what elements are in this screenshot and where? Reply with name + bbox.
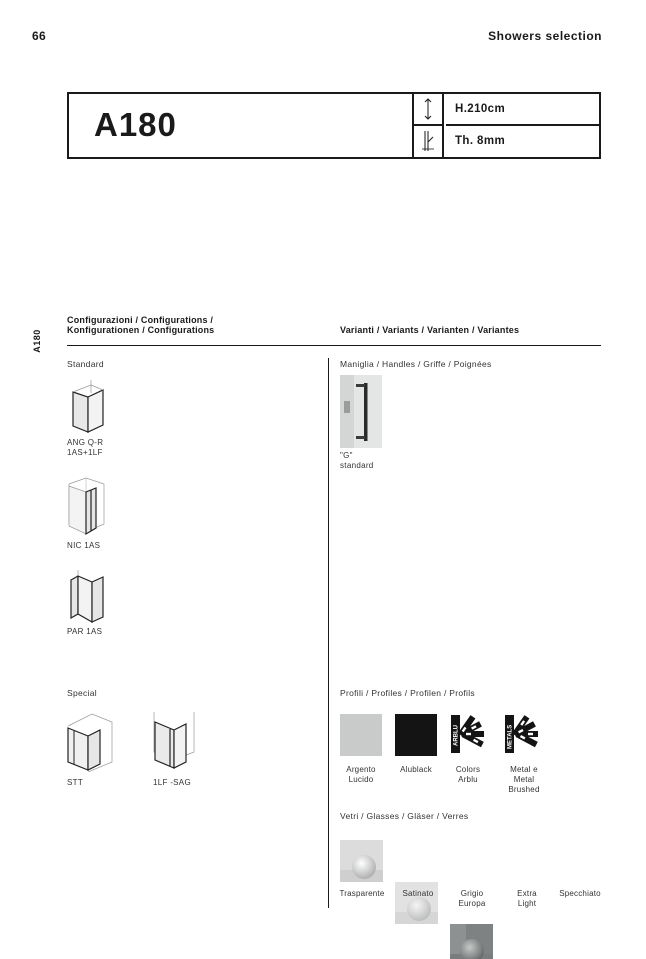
heading-divider bbox=[67, 345, 601, 346]
glass-grigio-europa bbox=[442, 889, 502, 909]
glass-extra-line2: Light bbox=[517, 899, 537, 908]
glass-grigio-line2: Europa bbox=[458, 899, 486, 908]
glass-extra-light bbox=[497, 889, 557, 909]
glass-extra-line1: Extra bbox=[517, 889, 537, 898]
glass-satinato: Satinato bbox=[402, 889, 434, 898]
config-1lf-sag-diagram bbox=[152, 708, 196, 772]
profile-metals-line3: Brushed bbox=[508, 785, 540, 794]
config-1lf-sag: 1LF -SAG bbox=[153, 778, 191, 787]
config-stt-diagram bbox=[66, 710, 114, 772]
config-ang-diagram bbox=[66, 378, 110, 436]
profile-metals-badge-text: METALS bbox=[507, 724, 514, 749]
configurations-heading-line2: Konfigurationen / Configurations bbox=[67, 325, 215, 335]
height-value: H.210cm bbox=[446, 94, 599, 126]
config-ang bbox=[67, 438, 103, 457]
profile-metals-line1: Metal e bbox=[510, 765, 538, 774]
spec-values bbox=[446, 94, 599, 157]
profile-metals-line2: Metal bbox=[513, 775, 535, 784]
profiles-label: Profili / Profiles / Profilen / Profils bbox=[340, 688, 475, 698]
profile-argento-line1: Argento bbox=[346, 765, 376, 774]
profile-colors-arblu-icon bbox=[450, 714, 492, 756]
configurations-heading-line1: Configurazioni / Configurations / bbox=[67, 315, 214, 325]
profile-colors-line2: Arblu bbox=[458, 775, 478, 784]
section-title: Showers selection bbox=[488, 29, 602, 43]
profile-alublack: Alublack bbox=[400, 765, 432, 774]
handles-label: Maniglia / Handles / Griffe / Poignées bbox=[340, 359, 492, 369]
special-label: Special bbox=[67, 688, 97, 698]
thickness-value: Th. 8mm bbox=[455, 135, 506, 148]
standard-label: Standard bbox=[67, 359, 104, 369]
profile-colors bbox=[438, 765, 498, 785]
glass-trasparente: Trasparente bbox=[339, 889, 385, 898]
profile-metals bbox=[494, 765, 554, 795]
profile-colors-badge-text: ARBLU bbox=[453, 725, 460, 746]
glass-trasparente-swatch bbox=[340, 840, 383, 882]
glass-grigio-line1: Grigio bbox=[460, 889, 484, 898]
handle-g-type: standard bbox=[340, 460, 374, 470]
spec-icons bbox=[412, 94, 444, 157]
profile-argento-line2: Lucido bbox=[348, 775, 374, 784]
config-stt: STT bbox=[67, 778, 84, 787]
configurations-heading bbox=[67, 315, 214, 335]
height-arrow-icon bbox=[423, 97, 433, 121]
profile-alublack-swatch bbox=[395, 714, 437, 756]
glass-specchiato: Specchiato bbox=[559, 889, 601, 898]
glass-grigio-europa-swatch bbox=[450, 924, 493, 959]
config-nic-diagram bbox=[66, 476, 110, 538]
page-number: 66 bbox=[32, 29, 46, 43]
config-par: PAR 1AS bbox=[67, 627, 103, 636]
profile-argento-swatch bbox=[340, 714, 382, 756]
glass-thickness-icon bbox=[421, 130, 435, 152]
handle-g-image bbox=[340, 375, 382, 448]
handle-g bbox=[340, 451, 374, 470]
config-par-diagram bbox=[66, 568, 110, 626]
config-nic: NIC 1AS bbox=[67, 541, 101, 550]
variants-heading: Varianti / Variants / Varianten / Variantes bbox=[340, 325, 520, 335]
config-ang-line1: ANG Q-R bbox=[67, 438, 104, 447]
config-ang-line2: 1AS+1LF bbox=[67, 447, 103, 457]
profile-colors-line1: Colors bbox=[455, 765, 481, 774]
profile-metals-icon bbox=[504, 714, 546, 756]
column-divider bbox=[328, 358, 329, 908]
handle-g-name: "G" bbox=[340, 451, 353, 460]
side-tab-label: A180 bbox=[32, 329, 42, 353]
spec-box bbox=[67, 92, 601, 159]
profile-argento bbox=[331, 765, 391, 785]
model-name: A180 bbox=[94, 106, 177, 143]
glasses-label: Vetri / Glasses / Gläser / Verres bbox=[340, 811, 469, 821]
